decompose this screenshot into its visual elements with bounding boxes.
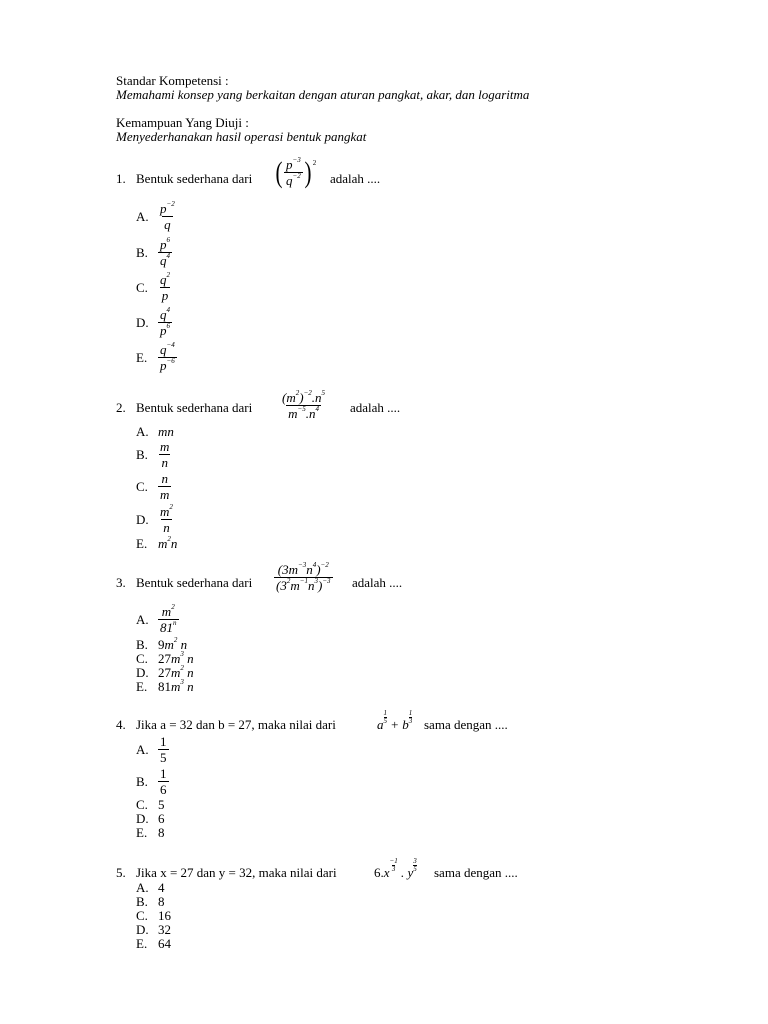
option-label: B.	[136, 244, 148, 260]
q2-option-e: E. $m^2n$	[136, 535, 178, 551]
q1-suffix: adalah ....	[330, 171, 381, 186]
q2-suffix: adalah ....	[350, 400, 401, 415]
option-value: 5	[158, 797, 165, 812]
q4-number: 4.	[116, 717, 126, 732]
option-label: C.	[136, 797, 148, 812]
option-label: E.	[136, 536, 148, 551]
option-label: B.	[136, 773, 148, 789]
option-label: A.	[136, 880, 149, 895]
q3-option-c: C. $27m^3$ n	[136, 650, 194, 666]
option-value: 4	[158, 880, 165, 895]
q4-option-e	[136, 825, 165, 841]
option-label: C.	[136, 279, 148, 295]
sk-text: Memahami konsep yang berkaitan dengan aturan pangkat, akar, dan logaritma	[116, 87, 530, 102]
q5-number: 5.	[116, 865, 126, 880]
q3-expression: $\frac{(3m^{-3}n^4)^{-2}}{(3^2m^{-1}n^3)^{-3}}$	[276, 561, 331, 593]
q1-option-d: D. $\frac{q^4}{p^6}$	[136, 306, 170, 338]
q2-expression: $\frac{(m^2)^{-2}.n^5}{m^{-5}.n^4}$	[282, 389, 326, 421]
ku-text: Menyederhanakan hasil operasi bentuk pangkat	[116, 129, 367, 144]
option-label: A.	[136, 424, 149, 439]
q2-option-c: C. $\frac{n}{m}$	[136, 471, 170, 502]
option-value: 16	[158, 908, 171, 923]
option-label: A.	[136, 611, 149, 627]
q2-option-b: B. $\frac{m}{n}$	[136, 439, 170, 470]
q4-option-a: A. $\frac{1}{5}$	[136, 734, 167, 765]
q3-option-b: B. $9m^2$ n	[136, 636, 188, 652]
q1-expression: ( $\frac{p^{-3}}{q^{-2}}$ ) 2	[275, 156, 317, 189]
option-label: E.	[136, 679, 148, 694]
option-label: C.	[136, 651, 148, 666]
q2-number: 2.	[116, 400, 126, 415]
option-label: D.	[136, 922, 149, 937]
option-label: B.	[136, 446, 148, 462]
option-value: 32	[158, 922, 171, 937]
option-value: 64	[158, 936, 171, 951]
q4-prefix: Jika a = 32 dan b = 27, maka nilai dari	[136, 717, 336, 732]
q3-option-e: E. $81m^3$ n	[136, 678, 194, 694]
q4-expression: a $\frac{1}{5}$ + b $\frac{1}{3}$	[377, 709, 413, 732]
option-label: B.	[136, 894, 148, 909]
q3-number: 3.	[116, 575, 126, 590]
option-label: C.	[136, 478, 148, 494]
option-label: E.	[136, 825, 148, 840]
q1-option-c: C. $\frac{q^2}{p}$	[136, 271, 170, 303]
q2-option-d: D. $\frac{m^2}{n}$	[136, 503, 173, 535]
option-label: E.	[136, 349, 148, 365]
option-label: D.	[136, 314, 149, 330]
q5-prefix: Jika x = 27 dan y = 32, maka nilai dari	[136, 865, 337, 880]
q3-option-a: A. $\frac{m^2}{81^n}$	[136, 603, 177, 635]
sk-label: Standar Kompetensi :	[116, 73, 229, 88]
option-label: A.	[136, 741, 149, 757]
option-label: D.	[136, 511, 149, 527]
q5-suffix: sama dengan ....	[434, 865, 518, 880]
q1-option-b: B. $\frac{p^6}{q^4}$	[136, 236, 170, 268]
q1-number: 1.	[116, 171, 126, 186]
q5-expression: 6.x $\frac{-1}{3}$ . y $\frac{3}{5}$	[374, 857, 417, 880]
option-label: A.	[136, 208, 149, 224]
ku-label: Kemampuan Yang Diuji :	[116, 115, 249, 130]
q5-option-e	[136, 936, 171, 952]
q3-option-d: D. $27m^2$ n	[136, 664, 194, 680]
q4-suffix: sama dengan ....	[424, 717, 508, 732]
q2-option-a: A. mn	[136, 424, 174, 439]
q3-suffix: adalah ....	[352, 575, 403, 590]
q1-option-e: E. $\frac{q^{-4}}{p^{-6}}$	[136, 341, 175, 373]
option-value: 8	[158, 894, 165, 909]
q2-prefix: Bentuk sederhana dari	[136, 400, 253, 415]
option-label: D.	[136, 811, 149, 826]
q1-prefix: Bentuk sederhana dari	[136, 171, 253, 186]
option-label: C.	[136, 908, 148, 923]
option-value: 8	[158, 825, 165, 840]
option-label: B.	[136, 637, 148, 652]
option-label: E.	[136, 936, 148, 951]
q3-prefix: Bentuk sederhana dari	[136, 575, 253, 590]
q1-option-a: A. $\frac{p^{-2}}{q}$	[136, 200, 175, 232]
option-label: D.	[136, 665, 149, 680]
option-value: 6	[158, 811, 165, 826]
q4-option-b: B. $\frac{1}{6}$	[136, 766, 167, 797]
